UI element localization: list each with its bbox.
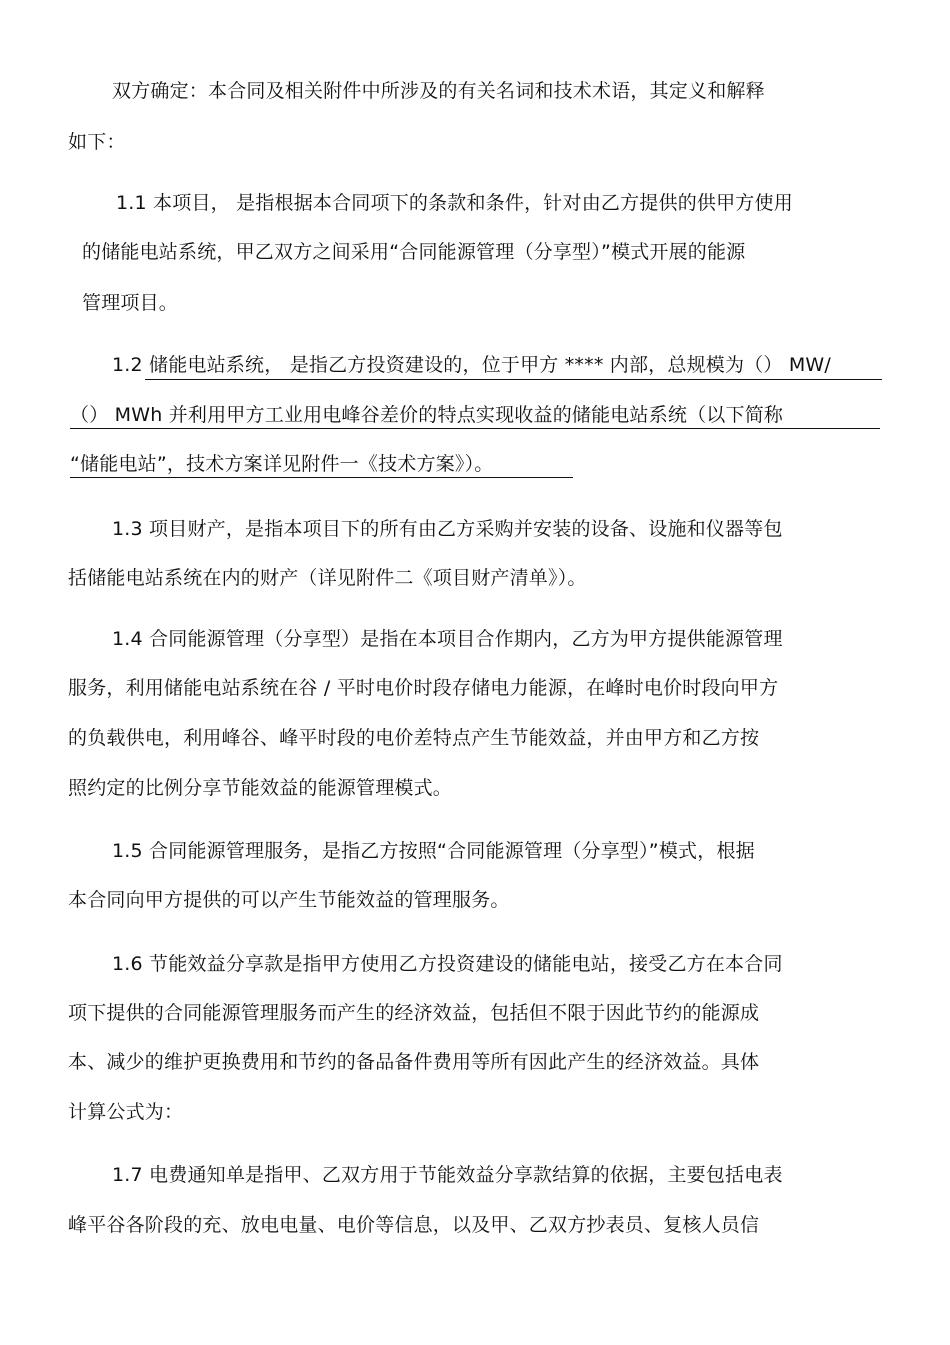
clause-1-4-line-4: 照约定的比例分享节能效益的能源管理模式。 — [68, 777, 453, 799]
clause-1-4-line-1: 1.4 合同能源管理（分享型）是指在本项目合作期内，乙方为甲方提供能源管理 — [112, 628, 783, 650]
clause-1-2-line-3: “储能电站”，技术方案详见附件一《技术方案》）。 — [70, 453, 494, 475]
clause-1-2-underline-1 — [145, 379, 882, 380]
clause-1-5-line-2: 本合同向甲方提供的可以产生节能效益的管理服务。 — [68, 889, 510, 911]
clause-1-1-line-3: 管理项目。 — [82, 292, 179, 314]
clause-1-2-underline-3 — [70, 477, 573, 478]
clause-1-6-line-1: 1.6 节能效益分享款是指甲方使用乙方投资建设的储能电站，接受乙方在本合同 — [112, 953, 783, 975]
clause-1-3-line-2: 括储能电站系统在内的财产（详见附件二《项目财产清单》）。 — [68, 567, 587, 589]
clause-1-6-line-3: 本、减少的维护更换费用和节约的备品备件费用等所有因此产生的经济效益。具体 — [68, 1051, 760, 1073]
clause-1-1-line-2: 的储能电站系统，甲乙双方之间采用“合同能源管理（分享型）”模式开展的能源 — [82, 241, 746, 263]
clause-1-4-line-2: 服务，利用储能电站系统在谷 / 平时电价时段存储电力能源，在峰时电价时段向甲方 — [68, 677, 779, 699]
clause-1-7-line-2: 峰平谷各阶段的充、放电电量、电价等信息，以及甲、乙双方抄表员、复核人员信 — [68, 1214, 760, 1236]
clause-1-3-line-1: 1.3 项目财产，是指本项目下的所有由乙方采购并安装的设备、设施和仪器等包 — [112, 518, 783, 540]
clause-1-2-underline-2 — [70, 428, 880, 429]
clause-1-2-line-2: （） MWh 并利用甲方工业用电峰谷差价的特点实现收益的储能电站系统（以下简称 — [70, 404, 784, 426]
clause-1-4-line-3: 的负载供电，利用峰谷、峰平时段的电价差特点产生节能效益，并由甲方和乙方按 — [68, 727, 760, 749]
clause-1-5-line-1: 1.5 合同能源管理服务，是指乙方按照“合同能源管理（分享型）”模式，根据 — [112, 840, 755, 862]
intro-line-1: 双方确定：本合同及相关附件中所涉及的有关名词和技术术语，其定义和解释 — [112, 80, 765, 102]
clause-1-6-line-4: 计算公式为： — [68, 1101, 184, 1123]
clause-1-2-line-1: 1.2 储能电站系统， 是指乙方投资建设的，位于甲方 **** 内部，总规模为（） MW/ — [112, 354, 831, 376]
clause-1-1-line-1: 1.1 本项目， 是指根据本合同项下的条款和条件，针对由乙方提供的供甲方使用 — [116, 192, 793, 214]
clause-1-6-line-2: 项下提供的合同能源管理服务而产生的经济效益，包括但不限于因此节约的能源成 — [68, 1002, 760, 1024]
clause-1-7-line-1: 1.7 电费通知单是指甲、乙双方用于节能效益分享款结算的依据，主要包括电表 — [112, 1164, 783, 1186]
intro-line-2: 如下： — [68, 131, 126, 153]
